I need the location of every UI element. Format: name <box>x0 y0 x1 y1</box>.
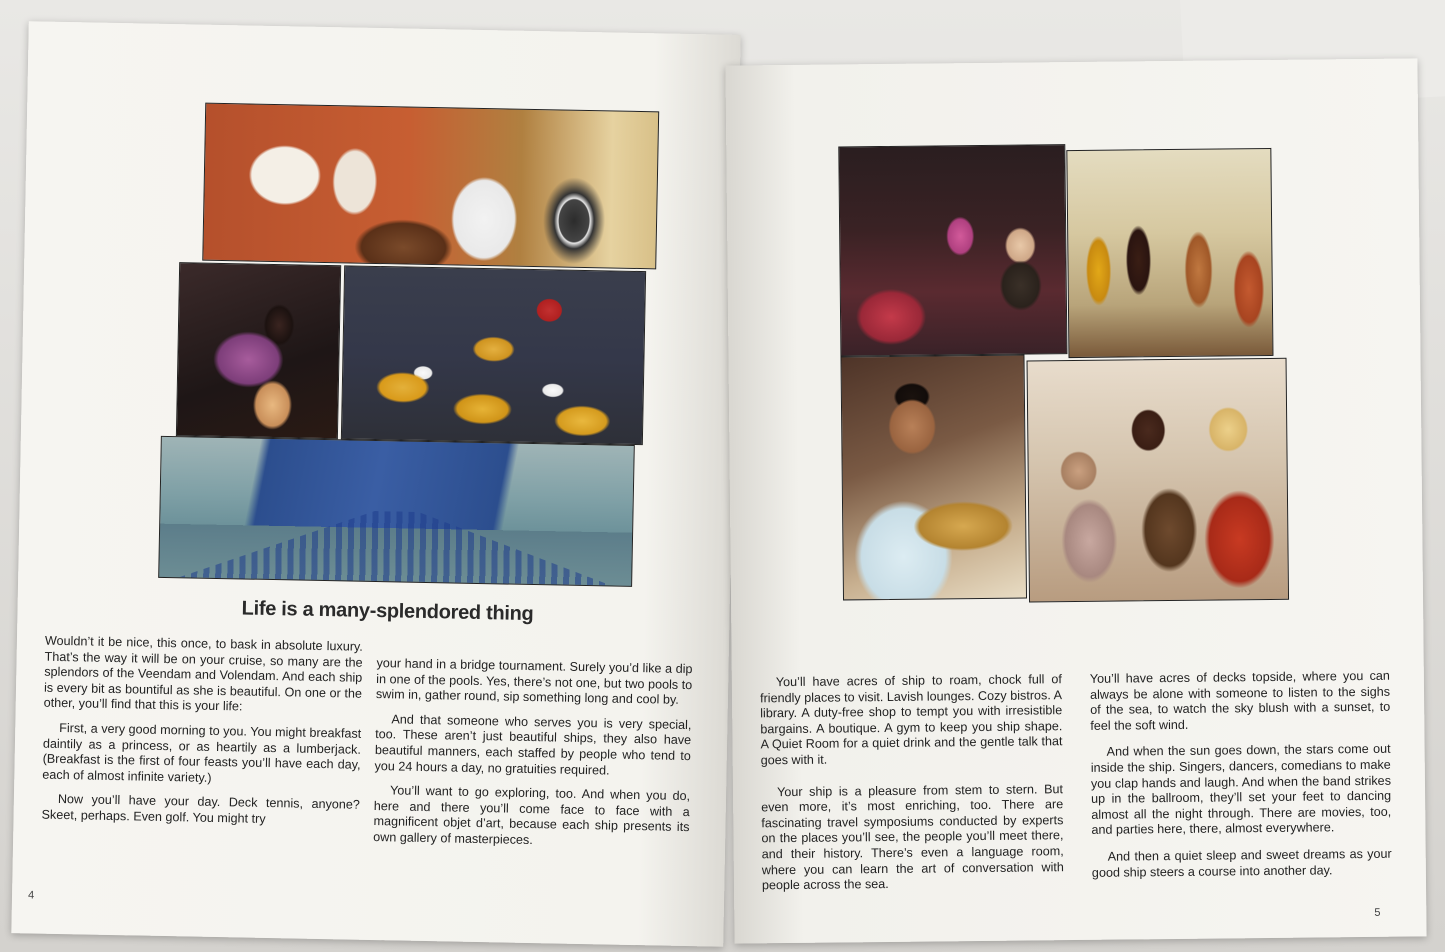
left-column-1 <box>41 634 363 839</box>
photo-pool-deck <box>158 436 635 587</box>
right-page <box>725 58 1426 943</box>
paragraph: You’ll have acres of ship to roam, chock full of friendly places to visit. Lavish lounges. Cozy bistros. A library. A duty-free shop to tempt you with irresistible bargains. A boutique. A gym to keep you ship shape. A Quiet Room for a quiet drink and the gentle talk that goes with it. <box>759 672 1063 768</box>
paragraph: You’ll want to go exploring, too. And when you do, here and there you’ll come face to face with a magnificent objet d’art, because each ship presents its own gallery of masterpieces. <box>373 783 691 848</box>
left-column-2 <box>373 656 693 861</box>
photo-diners-served <box>1027 358 1290 603</box>
paragraph: And when the sun goes down, the stars come out inside the ship. Singers, dancers, comedians to make you clap hands and laugh. And when the band strikes up in the ballroom, they’ll set your feet to dancing almost all the night through. There are movies, too, and parties here, there, almost everywhere. <box>1090 742 1392 838</box>
paragraph: And then a quiet sleep and sweet dreams as your good ship steers a course into another day. <box>1091 846 1392 880</box>
paragraph: Wouldn’t it be nice, this once, to bask in absolute luxury. That’s the way it will be on your cruise, so many are the splendors of the Veendam and Volendam. And each ship is every bit as bountiful as she is beautiful. On one or the other, you’ll find that this is your life: <box>43 633 364 714</box>
photo-bar-lounge <box>838 144 1067 356</box>
paragraph: Your ship is a pleasure from stem to stern. But even more, it’s most enriching, too. There are fascinating travel symposiums conducted by experts on the places you’ll see, the people you’ll meet there, and their history. There’s even a language room, where you can learn the art of conversation with people across the sea. <box>761 781 1064 893</box>
paragraph: And that someone who serves you is very special, too. These aren’t just beautiful ships, they also have beautiful manners, each staffed by people who tend to you 24 hours a day, no gratuities required. <box>374 712 692 778</box>
photo-duty-free-shop <box>1066 148 1273 358</box>
page-title: Life is a many-splendored thing <box>241 597 534 626</box>
left-page <box>11 21 740 947</box>
paragraph: Now you’ll have your day. Deck tennis, anyone? Skeet, perhaps. Even golf. You might try <box>41 792 360 826</box>
photo-waiter-with-platter <box>840 355 1027 601</box>
paragraph: First, a very good morning to you. You might breakfast daintily as a princess, or as heartily as a lumberjack. (Breakfast is the first of four feasts you’ll have each day, each of almost infinite variety.) <box>42 720 362 785</box>
photo-buffet-chefs <box>202 103 659 270</box>
page-number: 4 <box>27 889 35 902</box>
right-column-1 <box>760 672 1064 905</box>
right-column-2 <box>1090 669 1392 892</box>
page-number: 5 <box>1374 906 1381 919</box>
paragraph: your hand in a bridge tournament. Surely you’d like a dip in one of the pools. Yes, there’s not one, but two pools to swim in, gather round, sip something long and cool by. <box>375 656 693 708</box>
photo-fortune-teller <box>176 262 341 439</box>
photo-yellow-lounge <box>341 265 646 445</box>
paragraph: You’ll have acres of decks topside, where you can always be alone with someone to listen to the sighs of the sea, to watch the sky blush with a sunset, to feel the soft wind. <box>1089 668 1391 733</box>
